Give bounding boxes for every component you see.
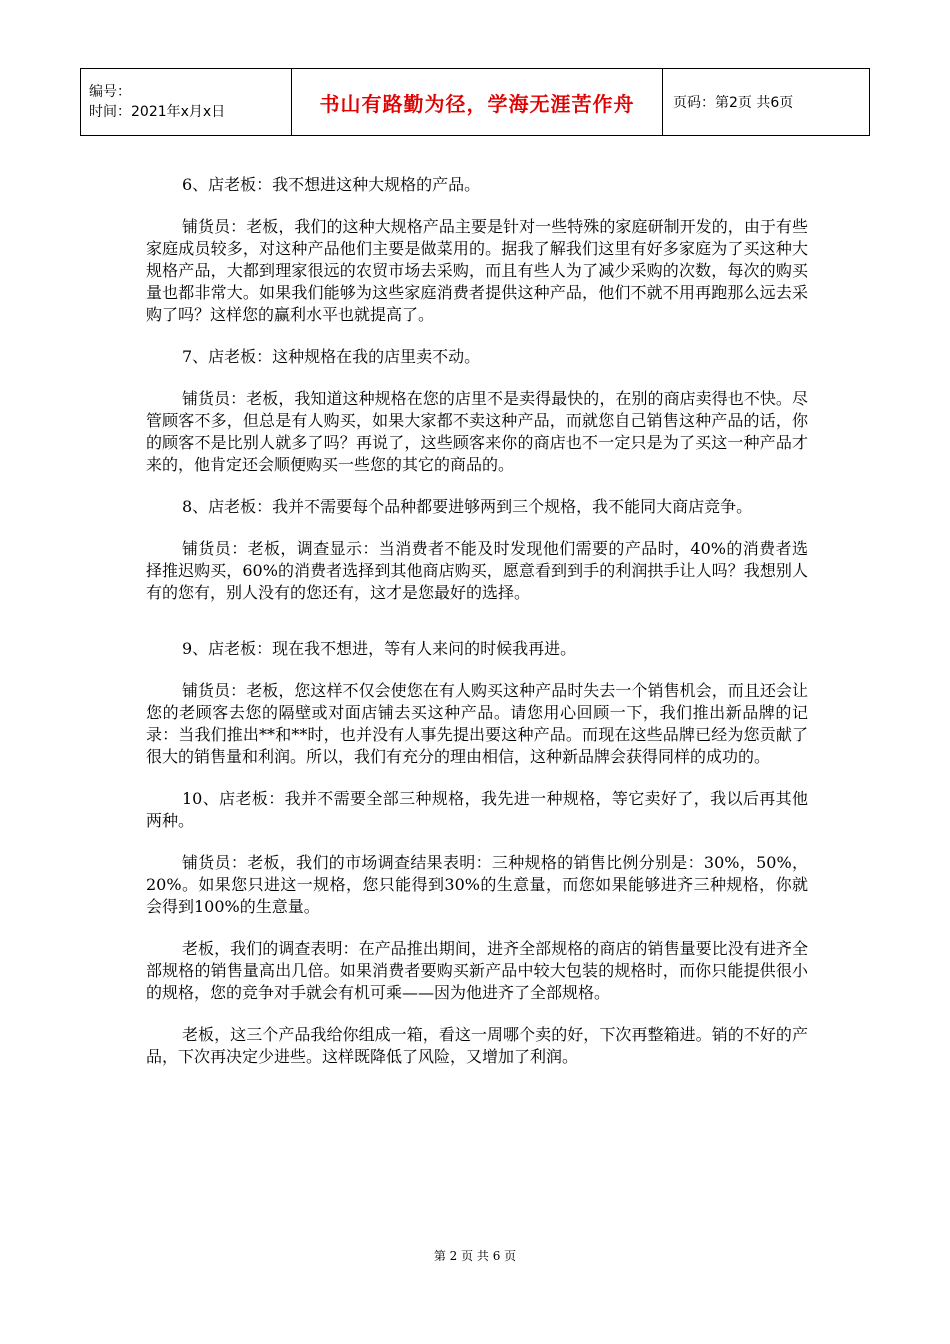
answer-paragraph: 老板，我们的调查表明：在产品推出期间，进齐全部规格的商店的销售量要比没有进齐全部规格的销售量高出几倍。如果消费者要购买新产品中较大包装的规格时，而你只能提供很小的规格，您的竞争对手就会有机可乘——因为他进齐了全部规格。 — [146, 939, 808, 1002]
answer-paragraph: 铺货员：老板，我知道这种规格在您的店里不是卖得最快的，在别的商店卖得也不快。尽管顾客不多，但总是有人购买，如果大家都不卖这种产品，而就您自己销售这种产品的话，你的顾客不是比别人就多了吗？再说了，这些顾客来你的商店也不一定只是为了买这一种产品才来的，他肯定还会顺便购买一些您的其它的商品的。 — [146, 389, 808, 474]
page-header — [80, 68, 870, 136]
header-page-info: 页码：第2页 共6页 — [663, 69, 870, 136]
answer-paragraph: 铺货员：老板，我们的市场调查结果表明：三种规格的销售比例分别是：30%，50%，20%。如果您只进这一规格，您只能得到30%的生意量，而您如果能够进齐三种规格，你就会得到100%的生意量。 — [146, 853, 808, 916]
document-number-label: 编号： — [89, 84, 131, 100]
question-paragraph: 9、店老板：现在我不想进，等有人来问的时候我再进。 — [182, 639, 577, 658]
answer-paragraph: 铺货员：老板，我们的这种大规格产品主要是针对一些特殊的家庭研制开发的，由于有些家庭成员较多，对这种产品他们主要是做菜用的。据我了解我们这里有好多家庭为了买这种大规格产品，大都到理家很远的农贸市场去采购，而且有些人为了减少采购的次数，每次的购买量也都非常大。如果我们能够为这些家庭消费者提供这种产品，他们不就不用再跑那么远去采购了吗？这样您的赢利水平也就提高了。 — [146, 217, 808, 324]
answer-paragraph: 铺货员：老板，您这样不仅会使您在有人购买这种产品时失去一个销售机会，而且还会让您的老顾客去您的隔壁或对面店铺去买这种产品。请您用心回顾一下，我们推出新品牌的记录：当我们推出**和**时，也并没有人事先提出要这种产品。而现在这些品牌已经为您贡献了很大的销售量和利润。所以，我们有充分的理由相信，这种新品牌会获得同样的成功的。 — [146, 681, 808, 766]
answer-paragraph: 老板，这三个产品我给你组成一箱，看这一周哪个卖的好，下次再整箱进。销的不好的产品，下次再决定少进些。这样既降低了风险，又增加了利润。 — [146, 1025, 808, 1066]
question-paragraph: 10、店老板：我并不需要全部三种规格，我先进一种规格，等它卖好了，我以后再其他两种。 — [146, 789, 808, 830]
header-meta-cell — [81, 69, 292, 136]
header-motto: 书山有路勤为径，学海无涯苦作舟 — [292, 69, 663, 136]
question-paragraph: 8、店老板：我并不需要每个品种都要进够两到三个规格，我不能同大商店竞争。 — [182, 497, 753, 516]
question-paragraph: 6、店老板：我不想进这种大规格的产品。 — [182, 175, 481, 194]
document-body — [146, 174, 808, 1068]
answer-paragraph: 铺货员：老板，调查显示：当消费者不能及时发现他们需要的产品时，40%的消费者选择推迟购买，60%的消费者选择到其他商店购买，愿意看到到手的利润拱手让人吗？我想别人有的您有，别人没有的您还有，这才是您最好的选择。 — [146, 539, 808, 602]
document-time-label: 时间：2021年x月x日 — [89, 104, 226, 120]
page-footer: 第 2 页 共 6 页 — [433, 1249, 517, 1263]
question-paragraph: 7、店老板：这种规格在我的店里卖不动。 — [182, 347, 481, 366]
